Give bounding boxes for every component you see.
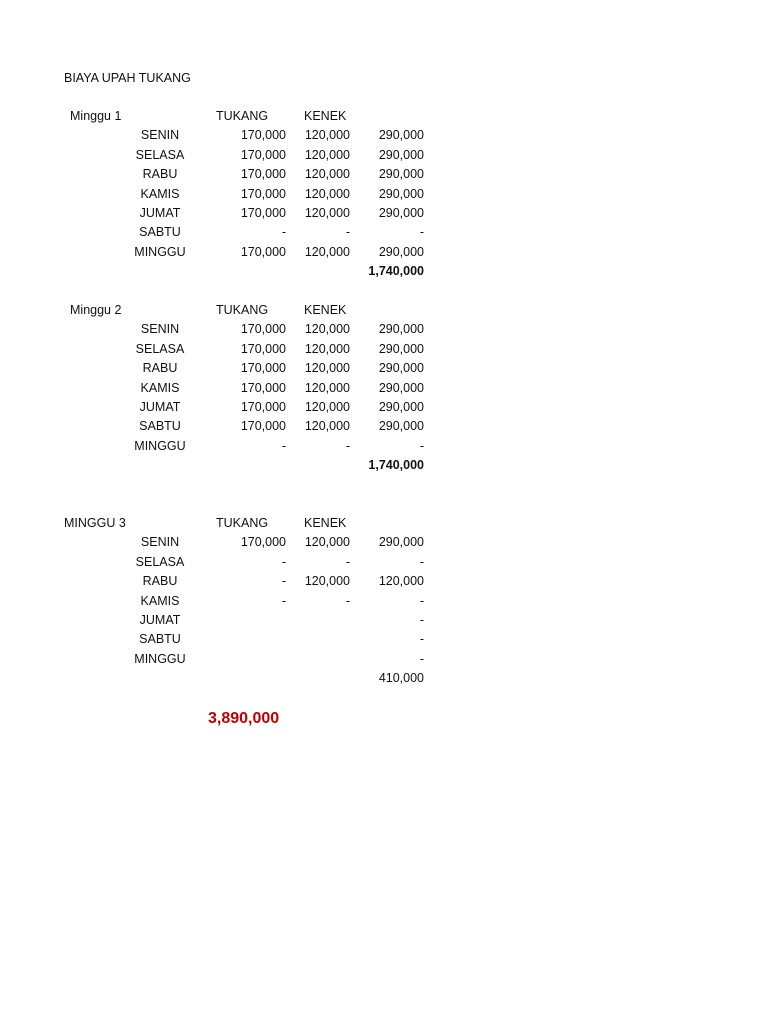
kenek-cell: 120,000 [304,244,350,259]
day-cell: RABU [142,361,178,376]
total-cell: 290,000 [378,361,424,376]
grand-total: 3,890,000 [208,710,280,727]
kenek-cell: - [345,438,350,453]
kenek-cell: 120,000 [304,535,350,550]
tukang-cell: 170,000 [240,167,286,182]
total-cell: 290,000 [378,186,424,201]
day-cell: MINGGU [134,244,186,259]
kenek-cell: 120,000 [304,186,350,201]
column-header-kenek: KENEK [304,516,347,530]
tukang-cell: - [281,438,286,453]
total-cell: - [419,554,424,569]
day-cell: SELASA [135,147,185,162]
total-cell: 290,000 [378,400,424,414]
kenek-cell: 120,000 [304,380,350,395]
day-cell: RABU [142,574,178,589]
column-header-kenek: KENEK [304,109,347,123]
subtotal-row [0,263,768,282]
tukang-cell: - [281,574,286,589]
total-cell: - [419,651,424,666]
tukang-cell: 170,000 [240,361,286,376]
day-cell: SENIN [140,535,180,550]
week-header-row [0,108,768,127]
table-row [0,593,768,612]
day-cell: SABTU [139,632,181,647]
kenek-cell: 120,000 [304,167,350,182]
kenek-cell: 120,000 [304,574,350,589]
kenek-cell: 120,000 [304,206,350,220]
day-cell: KAMIS [140,380,180,395]
tukang-cell: 170,000 [240,322,286,337]
kenek-cell: 120,000 [304,341,350,356]
week-label: Minggu 2 [70,303,122,317]
total-cell: 290,000 [378,419,424,434]
column-header-kenek: KENEK [304,303,347,317]
kenek-cell: - [345,225,350,240]
week-label: MINGGU 3 [64,516,126,530]
total-cell: - [419,632,424,647]
day-cell: MINGGU [134,438,186,453]
total-cell: - [419,593,424,608]
total-cell: 290,000 [378,147,424,162]
tukang-cell: 170,000 [240,147,286,162]
table-row [0,321,768,340]
table-row [0,534,768,553]
total-cell: 290,000 [378,535,424,550]
total-cell: 290,000 [378,167,424,182]
tukang-cell: 170,000 [240,341,286,356]
week-label: Minggu 1 [70,109,122,123]
subtotal-row [0,457,768,476]
table-row [0,224,768,243]
total-cell: 290,000 [378,206,424,220]
day-cell: MINGGU [134,651,186,666]
tukang-cell: - [281,225,286,240]
day-cell: KAMIS [140,593,180,608]
tukang-cell: 170,000 [240,535,286,550]
table-row [0,166,768,185]
table-row [0,438,768,457]
tukang-cell: - [281,593,286,608]
week-subtotal: 1,740,000 [368,264,424,279]
day-cell: RABU [142,167,178,182]
kenek-cell: 120,000 [304,322,350,337]
tukang-cell: 170,000 [240,400,286,414]
table-row [0,380,768,399]
week-subtotal: 1,740,000 [368,458,424,473]
total-cell: - [419,438,424,453]
table-row [0,360,768,379]
kenek-cell: 120,000 [304,400,350,414]
total-cell: 290,000 [378,128,424,143]
tukang-cell: - [281,554,286,569]
day-cell: KAMIS [140,186,180,201]
tukang-cell: 170,000 [240,419,286,434]
kenek-cell: 120,000 [304,147,350,162]
table-row [0,205,768,224]
kenek-cell: 120,000 [304,419,350,434]
day-cell: JUMAT [139,400,181,414]
total-cell: 120,000 [378,574,424,589]
sheet-title: BIAYA UPAH TUKANG [64,71,191,85]
table-row [0,341,768,360]
total-cell: - [419,225,424,240]
kenek-cell: - [345,554,350,569]
column-header-tukang: TUKANG [216,516,269,530]
table-row [0,612,768,631]
table-row [0,631,768,650]
table-row [0,186,768,205]
day-cell: SABTU [139,419,181,434]
day-cell: SENIN [140,322,180,337]
day-cell: SABTU [139,225,181,240]
day-cell: JUMAT [139,206,181,220]
table-row [0,399,768,418]
subtotal-row [0,670,768,689]
total-cell: 290,000 [378,341,424,356]
week-header-row [0,515,768,534]
table-row [0,147,768,166]
column-header-tukang: TUKANG [216,109,269,123]
kenek-cell: 120,000 [304,361,350,376]
day-cell: SENIN [140,128,180,143]
kenek-cell: - [345,593,350,608]
table-row [0,127,768,146]
tukang-cell: 170,000 [240,380,286,395]
tukang-cell: 170,000 [240,128,286,143]
day-cell: SELASA [135,341,185,356]
tukang-cell: 170,000 [240,186,286,201]
table-row [0,244,768,263]
total-cell: 290,000 [378,380,424,395]
tukang-cell: 170,000 [240,244,286,259]
table-row [0,573,768,592]
day-cell: SELASA [135,554,185,569]
table-row [0,418,768,437]
day-cell: JUMAT [139,613,181,627]
total-cell: 290,000 [378,322,424,337]
tukang-cell: 170,000 [240,206,286,220]
total-cell: - [419,613,424,627]
week-header-row [0,302,768,321]
table-row [0,651,768,670]
table-row [0,554,768,573]
kenek-cell: 120,000 [304,128,350,143]
column-header-tukang: TUKANG [216,303,269,317]
week-subtotal: 410,000 [378,671,424,686]
total-cell: 290,000 [378,244,424,259]
